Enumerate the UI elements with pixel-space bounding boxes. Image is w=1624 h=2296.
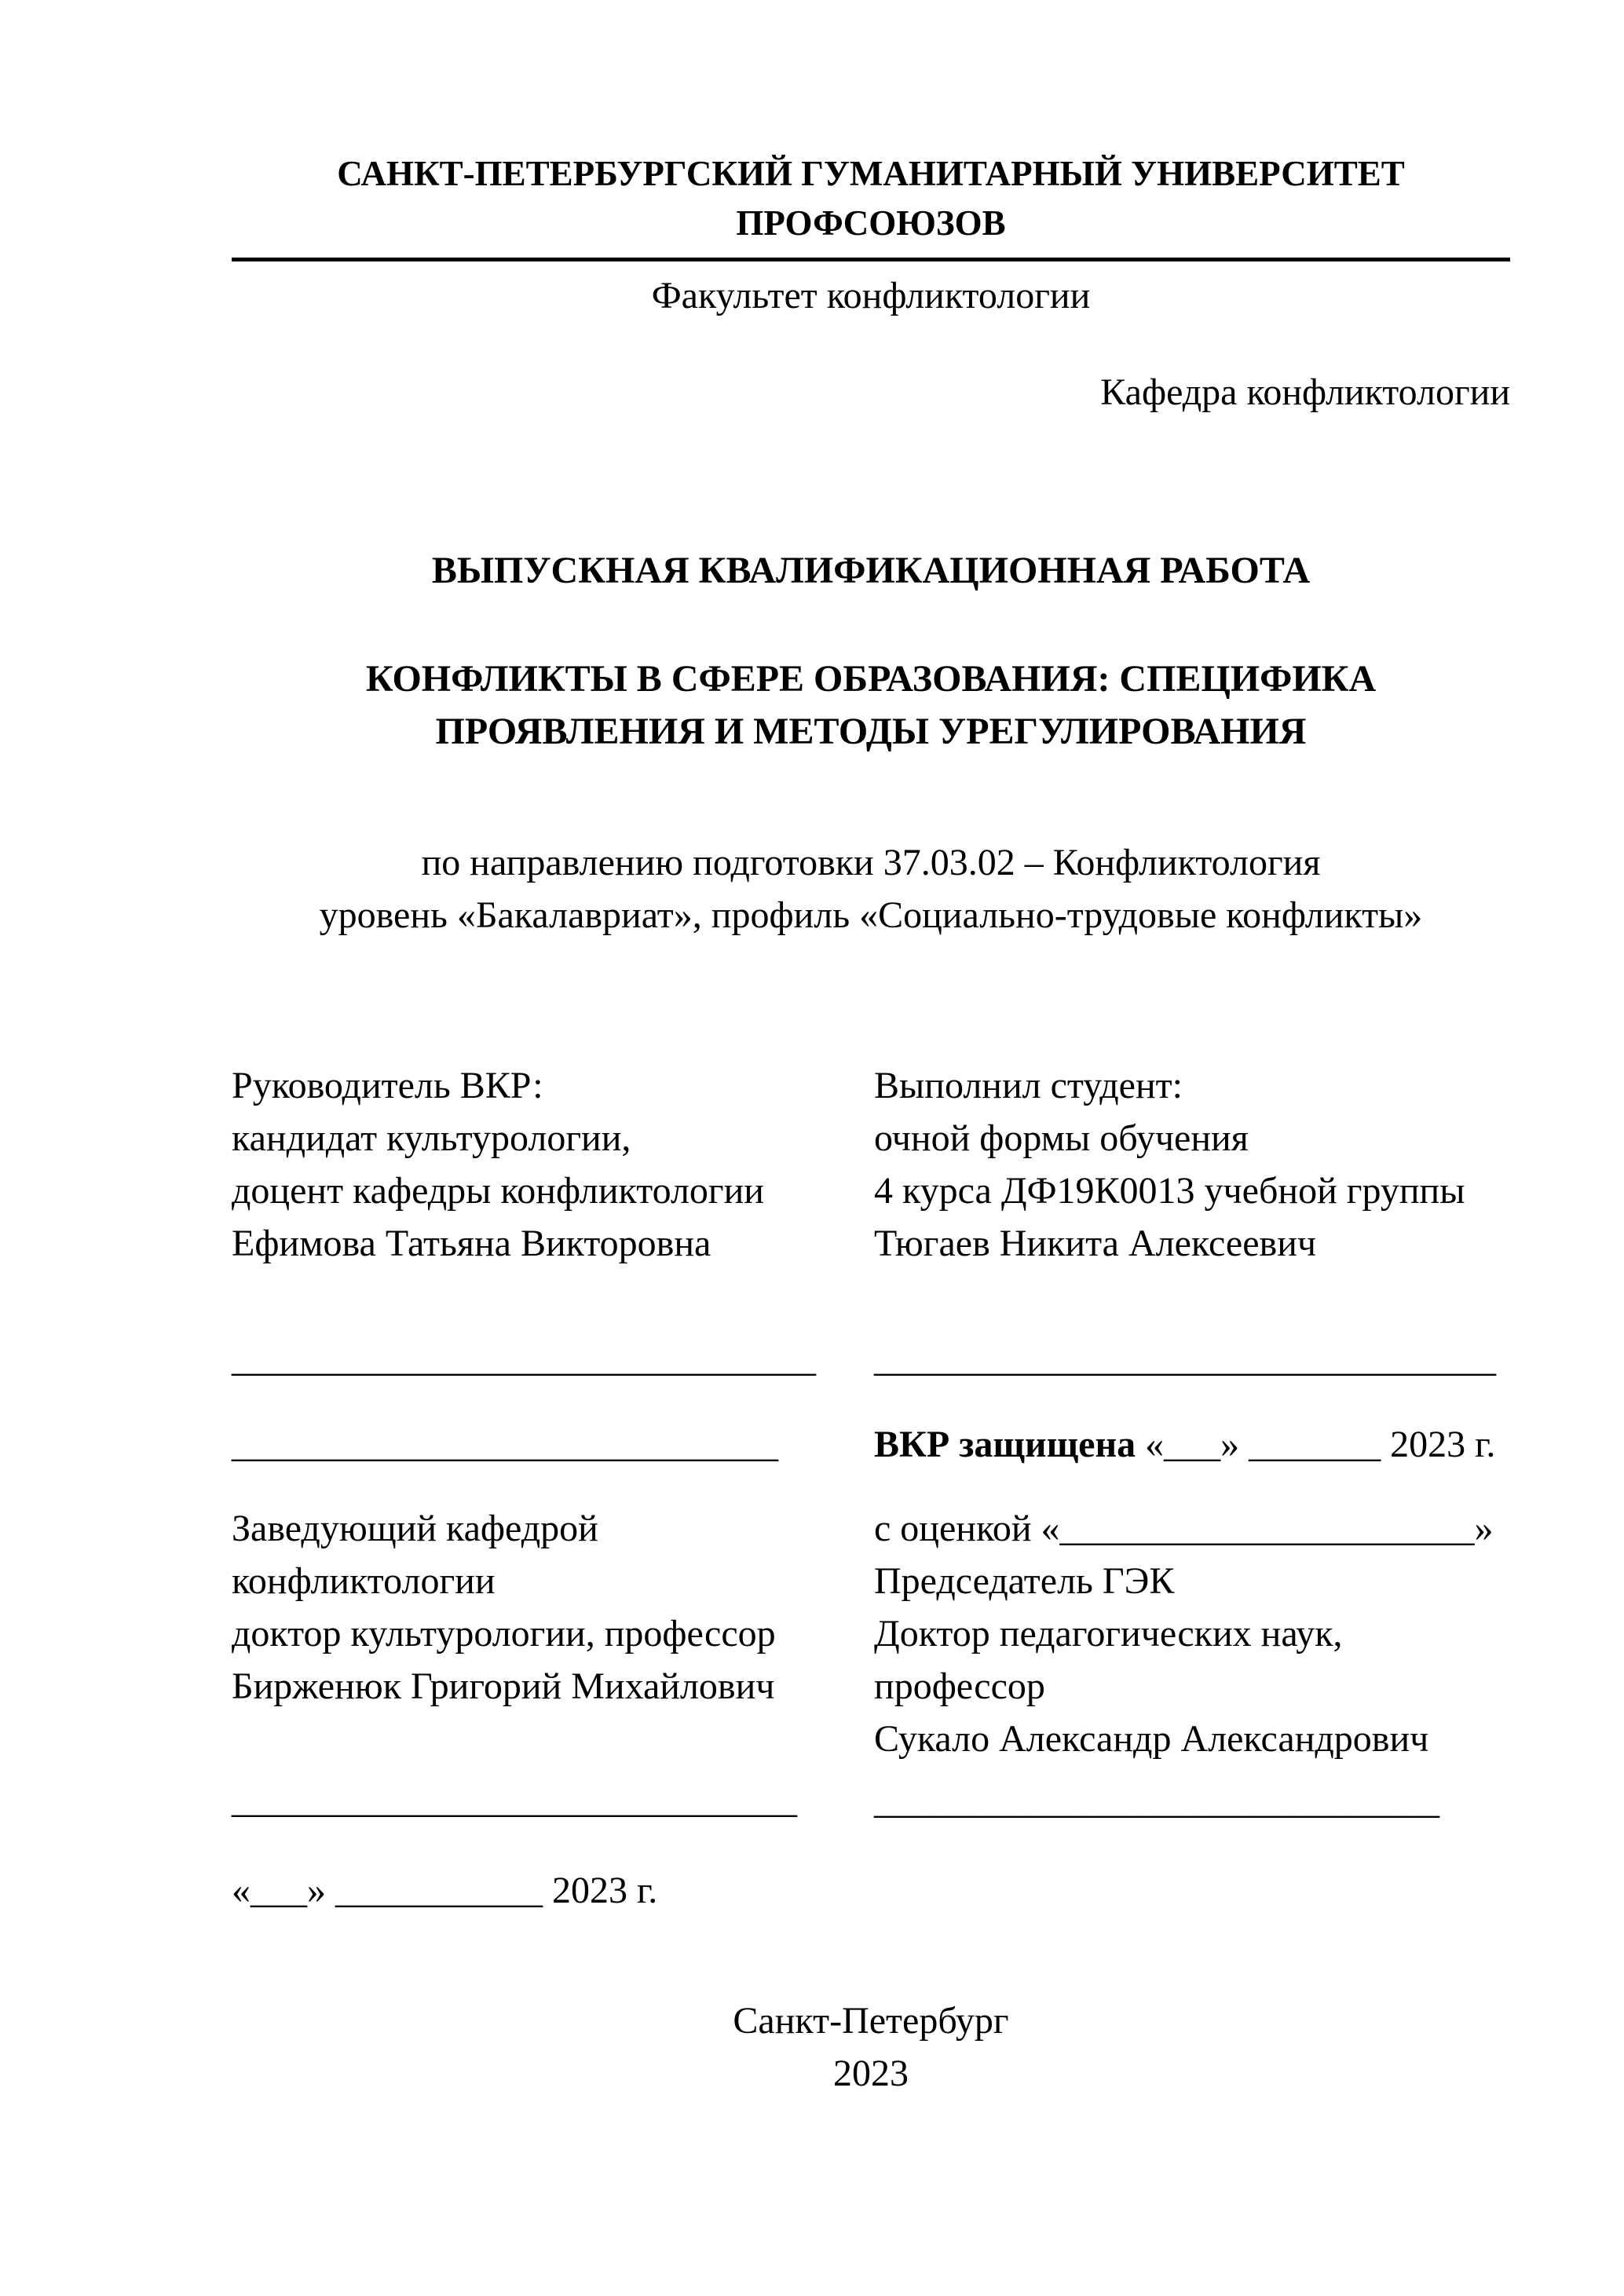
signature-columns — [232, 1059, 1510, 1917]
gec-chair-signature-line: ______________________________ — [874, 1780, 1439, 1823]
program-direction: по направлению подготовки 37.03.02 – Конфликтология — [421, 841, 1321, 883]
department-head-name: Бирженюк Григорий Михайлович — [232, 1665, 775, 1708]
publication-footer — [232, 1994, 1510, 2100]
program-level: уровень «Бакалавриат», профиль «Социально-трудовые конфликты» — [319, 894, 1423, 937]
supervisor-name: Ефимова Татьяна Викторовна — [232, 1223, 711, 1265]
student-name: Тюгаев Никита Алексеевич — [874, 1223, 1317, 1265]
supervisor-signature-line-2: _____________________________ — [232, 1424, 778, 1466]
student-role-label: Выполнил студент: — [874, 1065, 1183, 1107]
program-block — [232, 836, 1510, 941]
gec-chair-title: профессор — [874, 1665, 1045, 1708]
grade-line: с оценкой «______________________» — [874, 1508, 1494, 1550]
department-head-role-line-1: Заведующий кафедрой — [232, 1508, 598, 1550]
student-signature-line: _________________________________ — [874, 1338, 1496, 1380]
publication-year: 2023 — [833, 2053, 909, 2095]
thesis-topic: КОНФЛИКТЫ В СФЕРЕ ОБРАЗОВАНИЯ: СПЕЦИФИКА ПРОЯВЛЕНИЯ И МЕТОДЫ УРЕГУЛИРОВАНИЯ — [365, 657, 1377, 752]
defended-label: ВКР защищена — [874, 1424, 1136, 1466]
department-head-signature-line: ______________________________ — [232, 1779, 797, 1822]
supervisor-position: доцент кафедры конфликтологии — [232, 1170, 764, 1212]
gec-chair-degree: Доктор педагогических наук, — [874, 1613, 1343, 1655]
gec-chair-name: Сукало Александр Александрович — [874, 1718, 1429, 1760]
defense-date-line — [874, 1418, 1510, 1471]
publication-city: Санкт-Петербург — [733, 2000, 1009, 2042]
approval-date-line: «___» ___________ 2023 г. — [232, 1870, 658, 1912]
department-name: Кафедра конфликтологии — [1100, 371, 1510, 414]
supervisor-degree: кандидат культурологии, — [232, 1117, 631, 1160]
department-head-role-line-2: конфликтологии — [232, 1560, 496, 1603]
student-column — [874, 1059, 1510, 1917]
supervisor-column — [232, 1059, 817, 1917]
gec-chair-role: Председатель ГЭК — [874, 1560, 1175, 1603]
defended-date-blank: «___» _______ 2023 г. — [1136, 1424, 1496, 1466]
faculty-name: Факультет конфликтологии — [651, 275, 1091, 316]
department-head-degree: доктор культурологии, профессор — [232, 1613, 776, 1655]
supervisor-signature-line: _______________________________ — [232, 1338, 816, 1380]
student-study-form: очной формы обучения — [874, 1117, 1249, 1160]
work-type-heading: ВЫПУСКНАЯ КВАЛИФИКАЦИОННАЯ РАБОТА — [431, 550, 1311, 592]
supervisor-role-label: Руководитель ВКР: — [232, 1065, 543, 1107]
student-group: 4 курса ДФ19К0013 учебной группы — [874, 1170, 1465, 1212]
university-name: САНКТ-ПЕТЕРБУРГСКИЙ ГУМАНИТАРНЫЙ УНИВЕРСИТЕТ ПРОФСОЮЗОВ — [232, 149, 1510, 261]
